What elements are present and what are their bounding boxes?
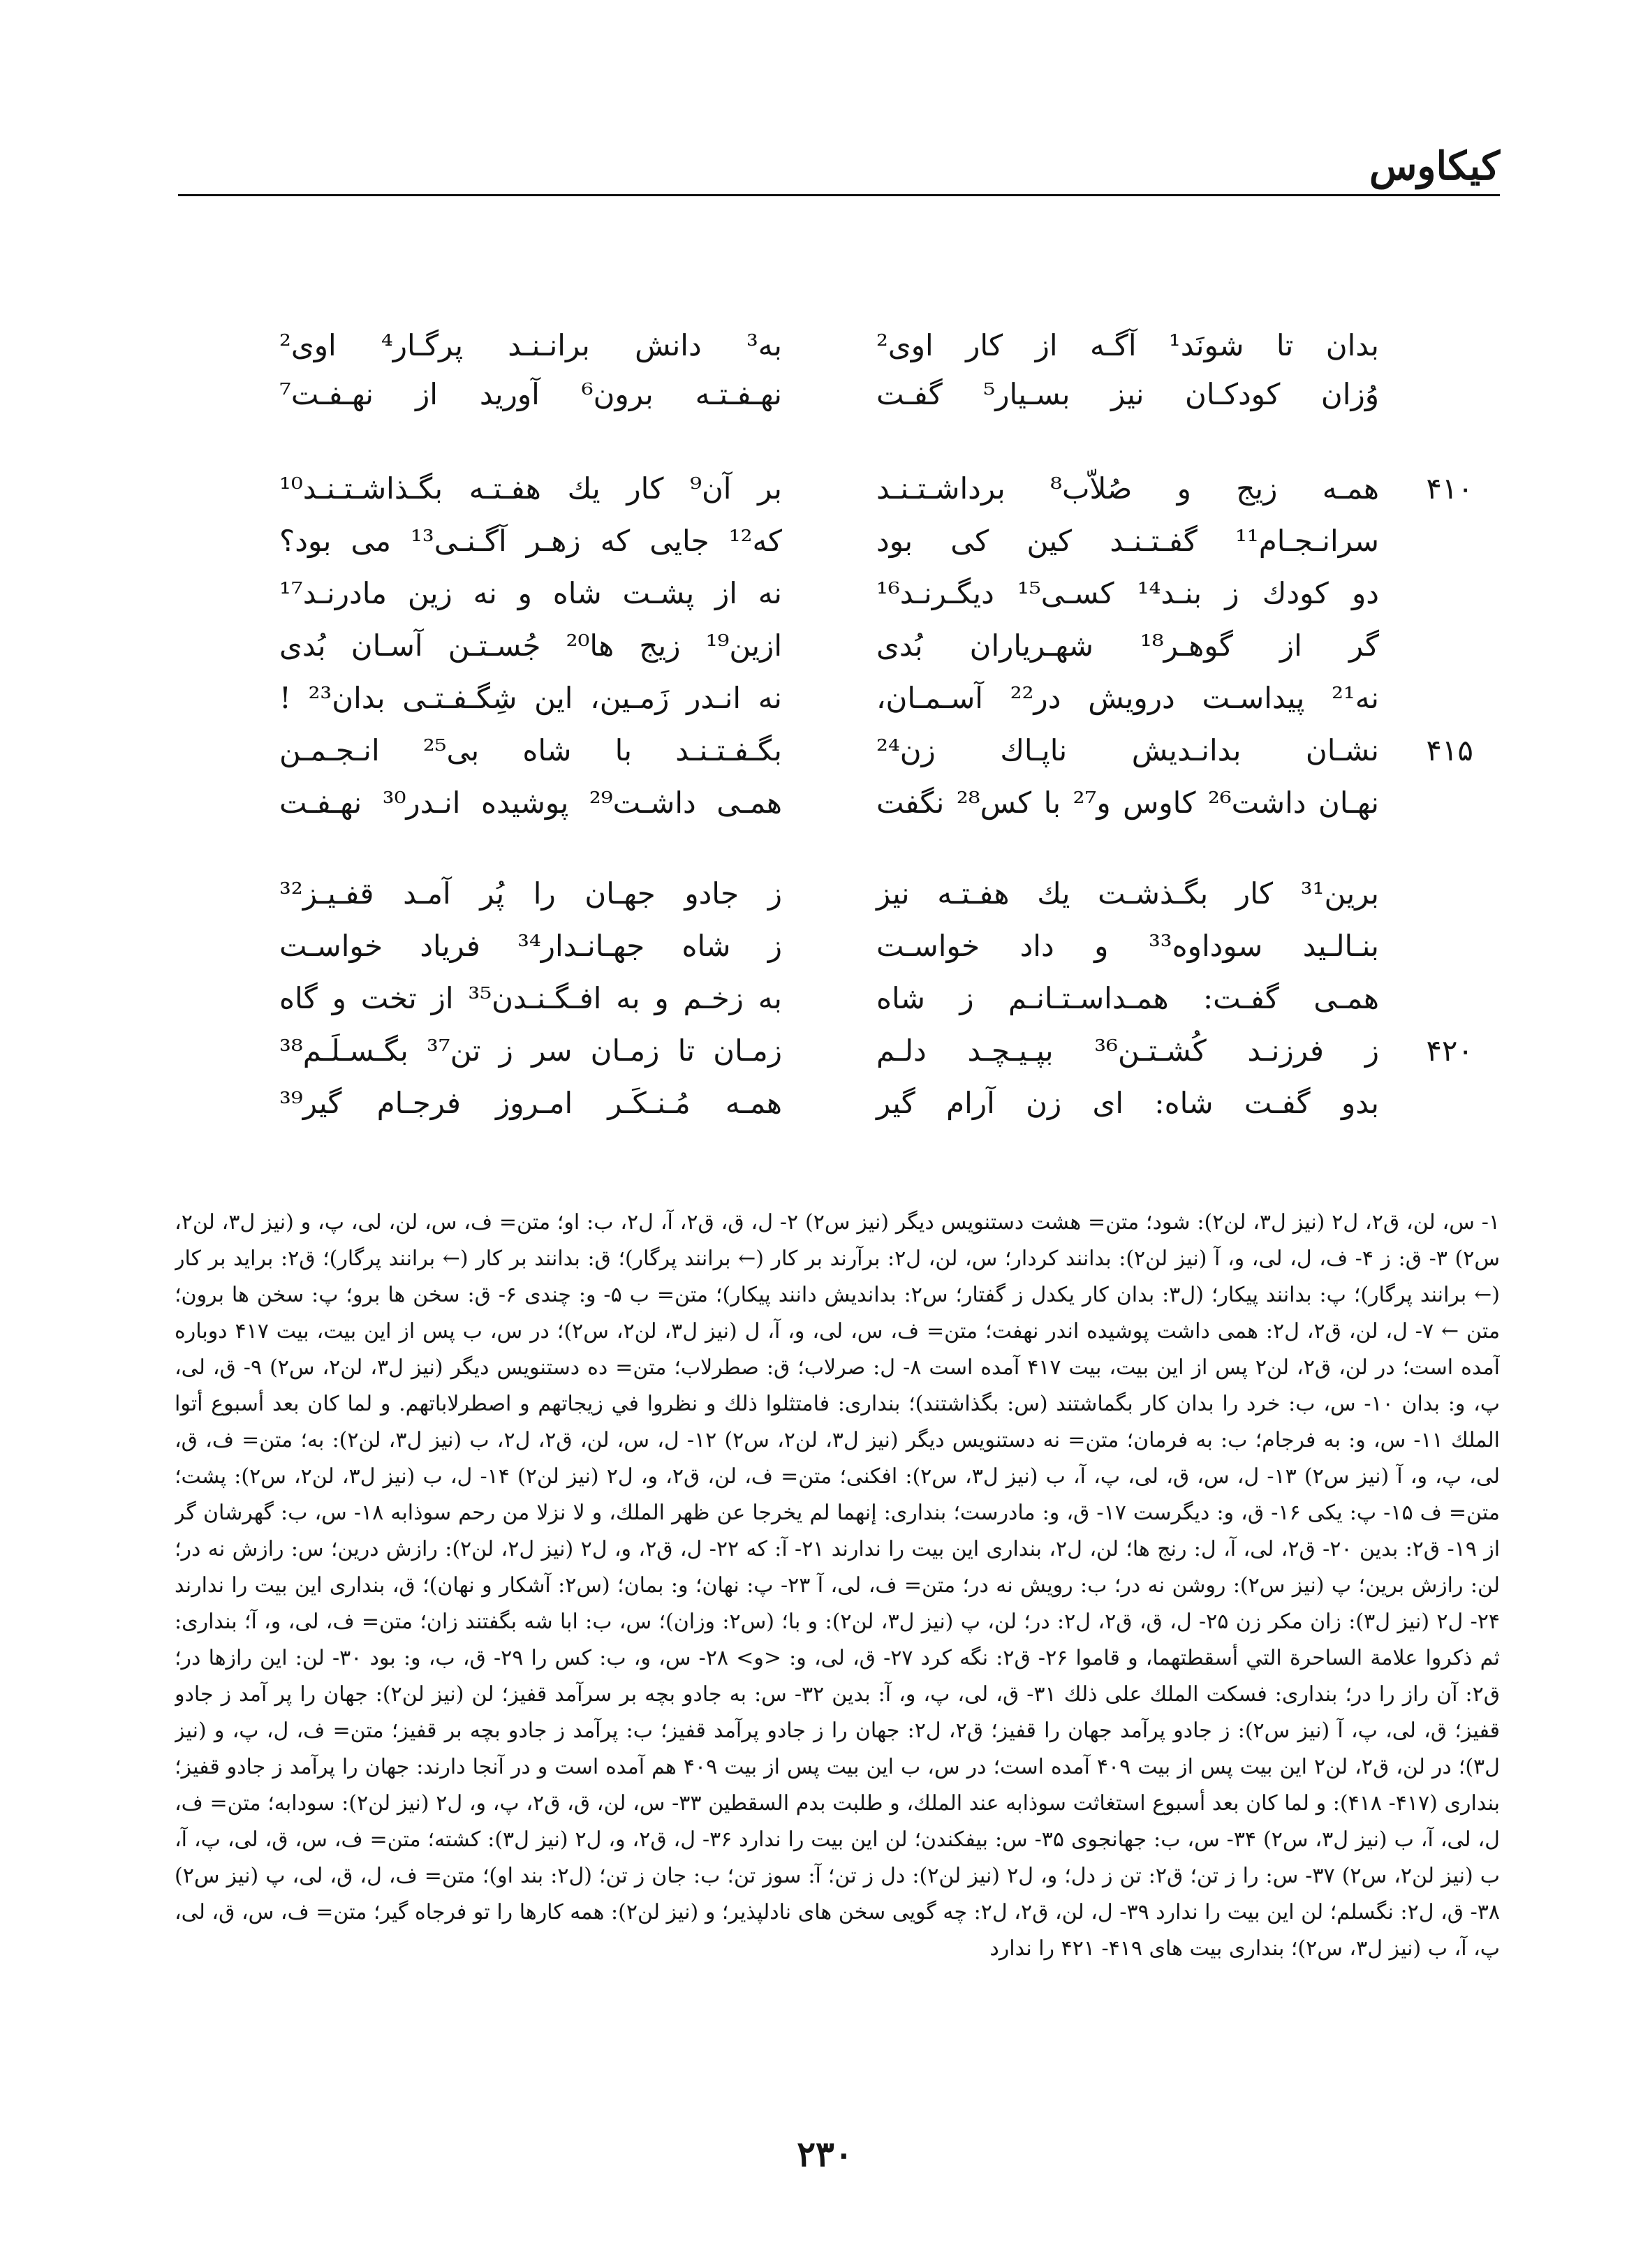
second-hemistich: زمـان تا زمـان سر ز تن³⁷ بگـسـلَـم³⁸ (279, 1033, 782, 1068)
first-hemistich: همـه زیج و صُلاّب⁸ برداشـتـنـد (876, 471, 1379, 506)
couplet (0, 726, 1650, 775)
first-hemistich: بدان تا شونَد¹ آگـه از کار اوی² (876, 328, 1379, 362)
header-divider (178, 194, 1500, 196)
second-hemistich: نه از پشـت شاه و نه زین مادرنـد¹⁷ (279, 576, 782, 610)
couplet (0, 517, 1650, 566)
couplet (0, 779, 1650, 827)
second-hemistich: نه انـدر زَمـین، این شِگـفـتـی بدان²³ ! (279, 681, 782, 715)
second-hemistich: نهـفـتـه برون⁶ آورید از نهـفـت⁷ (279, 377, 782, 411)
couplet (0, 621, 1650, 670)
second-hemistich: ز شاه جهـانـدار³⁴ فریاد خواسـت (279, 929, 782, 963)
couplet (0, 1026, 1650, 1075)
first-hemistich: همـی گفـت: همـداسـتـانـم ز شاه (876, 981, 1379, 1015)
first-hemistich: بنـالـید سوداوه³³ و داد خواسـت (876, 929, 1380, 963)
verse-number: ۴۲۰ (1426, 1033, 1473, 1068)
page-header-title: کیکاوس (1369, 143, 1500, 189)
second-hemistich: به³ دانش برانـنـد پرگـار⁴ اوی² (279, 328, 782, 362)
verse-number: ۴۱۰ (1426, 471, 1473, 506)
second-hemistich: همـی داشـت²⁹ پوشیده انـدر³⁰ نهـفـت (279, 786, 783, 820)
couplet (0, 464, 1650, 513)
second-hemistich: ازین¹⁹ زیج ها²⁰ جُسـتـن آسـان بُدی (279, 628, 782, 663)
couplet (0, 569, 1650, 618)
couplet (0, 1079, 1650, 1128)
second-hemistich: ز جادو جهـان را پُر آمـد قفـیـز³² (279, 876, 782, 911)
couplet (0, 321, 1650, 370)
couplet (0, 370, 1650, 419)
first-hemistich: نهـان داشت²⁶ کاوس و²⁷ با کس²⁸ نگفت (876, 786, 1379, 820)
first-hemistich: نشـان بدانـدیش ناپـاك زن²⁴ (876, 733, 1379, 767)
second-hemistich: که¹² جایی که زهـر آگـنـی¹³ می بود؟ (279, 524, 782, 558)
first-hemistich: ز فرزنـد کُشـتـن³⁶ بپـیـچـد دلـم (876, 1033, 1379, 1068)
first-hemistich: برین³¹ کار بگـذشـت یك هفـتـه نیز (876, 876, 1379, 911)
first-hemistich: دو کودك ز بنـد¹⁴ کسـی¹⁵ دیگـرنـد¹⁶ (876, 576, 1379, 610)
couplet (0, 922, 1650, 971)
second-hemistich: به زخـم و به افـگـنـدن³⁵ از تخت و گاه (279, 981, 782, 1015)
second-hemistich: همـه مُـنـکَـر امـروز فرجـام گیر³⁹ (279, 1086, 782, 1120)
second-hemistich: بگـفـتـنـد با شاه بی²⁵ انـجـمـن (279, 733, 782, 767)
first-hemistich: بدو گفـت شاه: ای زن آرام گیر (876, 1086, 1379, 1120)
page-number: ۲۳۰ (797, 2133, 853, 2174)
first-hemistich: گر از گوهـر¹⁸ شهـریاران بُدی (876, 628, 1380, 663)
first-hemistich: سرانـجـام¹¹ گفـتـنـد کین کی بود (876, 524, 1379, 558)
couplet (0, 869, 1650, 918)
couplet (0, 674, 1650, 723)
footnotes-apparatus (175, 1205, 1500, 2102)
verse-number: ۴۱۵ (1426, 733, 1473, 767)
second-hemistich: بر آن⁹ کار یك هفـتـه بگـذاشـتـنـد¹⁰ (279, 471, 782, 506)
first-hemistich: نه²¹ پیداسـت درویش در²² آسـمـان، (876, 681, 1379, 715)
couplet (0, 974, 1650, 1023)
footnote-text: ۱- س، لن، ق۲، ل۲ (نیز ل۳، لن۲): شود؛ متن= هشت دستنویس دیگر (نیز س۲) ۲- ل، ق، ق۲، آ، ل۲، ب: او؛ متن= ف، س، لن، لی، پ، و (نیز ل۳، لن۲، س۲) ۳- ق: ز ۴- ف، ل، لی، و، آ (نیز لن۲): بدانند کردار؛ س، لن، ل۲: برآرند بر کار (← برانند پرگار)؛ ق: بدانند بر کار (← برانند پرگار)؛ ق۲: براید بر کار (← برانند پرگار)؛ پ: بدانند پیکار؛ (ل۳: بدان کار یکدل ز گفتار؛ س۲: بداندیش دانند پیکار)؛ متن= ب ۵- و: چندی ۶- ق: سخن ها برو؛ پ: سخن ها برون؛ متن ← ۷- ل، لن، ق۲، ل۲: همی داشت پوشیده اندر نهفت؛ متن= ف، س، لی، و، آ، ل (نیز ل۳، لن۲، س۲)؛ در س، ب پس از این بیت، بیت ۴۱۷ دوباره آمده است؛ در لن، ق۲، لن۲ پس از این بیت، بیت ۴۱۷ آمده است ۸- ل: صرلاب؛ ق: صطرلاب؛ متن= ده دستنویس دیگر (نیز ل۳، لن۲، س۲) ۹- ق، لی، پ، و: بدان ۱۰- س، ب: خرد را بدان کار بگماشتند (س: بگذاشتند)؛ بنداری: فامتثلوا ذلك و نظروا في زيجاتهم و اصطرلاباتهم. و لما كان بعد أسبوع أتوا الملك ۱۱- س، و: به فرجام؛ ب: به فرمان؛ متن= نه دستنویس دیگر (نیز ل۳، لن۲، س۲) ۱۲- ل، س، لن، ق۲، ل۲، ب (نیز ل۳، لن۲): به؛ متن= ف، ق، لی، پ، و، آ (نیز س۲) ۱۳- ل، س، ق، لی، پ، آ، ب (نیز ل۳، س۲): افکنی؛ متن= ف، لن، ق۲، و، ل۲ (نیز لن۲) ۱۴- ل، ب (نیز ل۳، لن۲، س۲): پشت؛ متن= ف ۱۵- پ: یکی ۱۶- ق، و: دیگرست ۱۷- ق، و: مادرست؛ بنداری: إنهما لم يخرجا عن ظهر الملك، و لا نزلا من رحم سوذابه ۱۸- س، ب: گهرشان گر از ۱۹- ق۲: بدین ۲۰- ق۲، لی، آ، ل: رنج ها؛ لن، ل۲، بنداری این بیت را ندارند ۲۱- آ: که ۲۲- ل، ق۲، و، ل۲ (نیز ل۲، لن۲): رازش درین؛ س: رازش نه در؛ لن: رازش برین؛ پ (نیز س۲): روشن نه در؛ ب: رویش نه در؛ متن= ف، لی، آ ۲۳- پ: نهان؛ و: بمان؛ (س۲: آشکار و نهان)؛ ق، بنداری این بیت را ندارند ۲۴- ل۲ (نیز ل۳): زان مکر زن ۲۵- ل، ق، ق۲، ل۲: در؛ لن، پ (نیز ل۳، لن۲): و با؛ (س۲: وزان)؛ س، ب: ابا شه بگفتند زان؛ متن= ف، لی، و، آ؛ بنداری: ثم ذكروا علامة الساحرة التي أسقطتهما، و قاموا ۲۶- ق۲: نگه کرد ۲۷- ق، لی، و: <و> ۲۸- س، و، ب: کس را ۲۹- ق، ب، و: بود ۳۰- لن: این رازها در؛ ق۲: آن راز را در؛ بنداری: فسكت الملك على ذلك ۳۱- ق، لی، پ، و، آ: بدین ۳۲- س: به جادو بچه بر سرآمد قفیز؛ لن (نیز لن۲): جهان را پر آمد ز جادو قفیز؛ ق، لی، پ، آ (نیز س۲): ز جادو پرآمد جهان را قفیز؛ ق۲، ل۲: جهان را ز جادو پرآمد قفیز؛ ب: پرآمد ز جادو بچه بر قفیز؛ متن= ف، ل، پ، و (نیز ل۳)؛ در لن، ق۲، لن۲ این بیت پس از بیت ۴۰۹ آمده است؛ در س، ب این بیت پس از بیت ۴۰۹ هم آمده است و در آنجا دارند: جهان را پرآمد ز جادو قفیز؛ بنداری (۴۱۷- ۴۱۸): و لما كان بعد أسبوع استغاثت سوذابه عند الملك، و طلبت بدم السقطين ۳۳- س، لن، ق، ق۲، پ، و، ل۲ (نیز لن۲): سودابه؛ متن= ف، ل، لی، آ، ب (نیز ل۳، س۲) ۳۴- س، ب: جهانجوی ۳۵- س: بیفکندن؛ لن این بیت را ندارد ۳۶- ل، ق۲، و، ل۲ (نیز ل۳): کشته؛ متن= ف، س، ق، لی، پ، آ، ب (نیز لن۲، س۲) ۳۷- س: را ز تن؛ ق۲: تن ز دل؛ و، ل۲ (نیز لن۲): دل ز تن؛ آ: سوز تن؛ ب: جان ز تن؛ (ل۲: بند او)؛ متن= ف، ل، ق، لی، پ (نیز س۲) ۳۸- ق، ل۲: نگسلم؛ لن این بیت را ندارد ۳۹- ل، لن، ق۲، ل۲: چه گویی سخن های نادلپذیر؛ و (نیز لن۲): همه کارها را تو فرجاه گیر؛ متن= ف، س، ق، لی، پ، آ، ب (نیز ل۳، س۲)؛ بنداری بیت های ۴۱۹- ۴۲۱ را ندارد (175, 1210, 1500, 1961)
first-hemistich: وُزان کودکـان نیز بسـیار⁵ گفـت (876, 377, 1380, 411)
